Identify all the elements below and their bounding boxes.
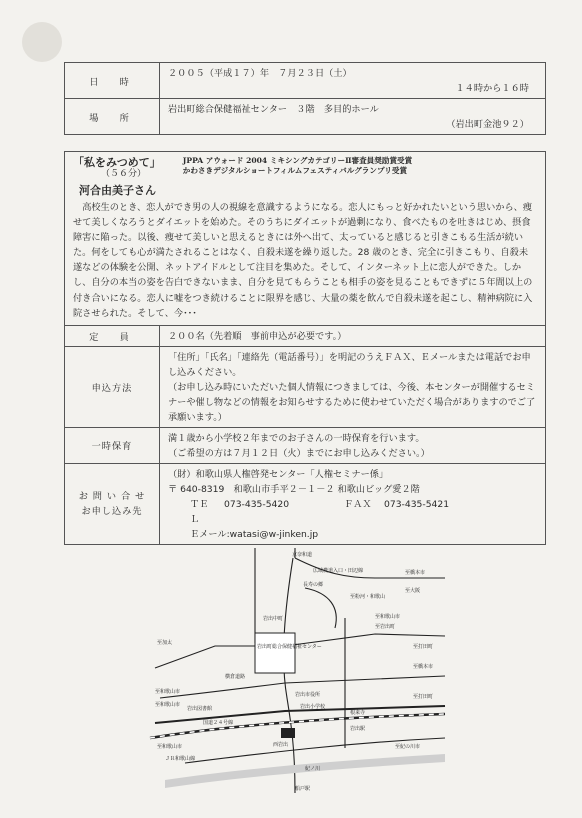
center-building [255, 633, 295, 673]
childcare-text: 満１歳から小学校２年までのお子さんの一時保育を行います。 [168, 432, 425, 444]
capacity-row [65, 325, 546, 346]
contact-row [65, 463, 546, 544]
fax-number: 073-435-5421 [384, 498, 450, 510]
contact-phone-line [168, 497, 539, 527]
capacity-label: 定 員 [65, 325, 160, 346]
faded-seal-mark [22, 22, 62, 62]
map-label-school: 岩出小学校 [300, 704, 326, 710]
map-label-road-yamamoto: 横倉道路 [225, 674, 246, 680]
map-label-park: 長寿の郷 [303, 582, 324, 588]
map-label-center: 岩出町総合保健福祉センター [257, 644, 322, 650]
map-label-bank: 岩出市役所 [295, 692, 321, 698]
date-row [65, 63, 546, 99]
speaker-name: 河合由美子さん [79, 184, 156, 197]
info-table [64, 62, 546, 545]
email-address[interactable]: watasi@w-jinken.jp [229, 528, 319, 540]
date-value [160, 63, 546, 99]
apply-label: 申込方法 [65, 346, 160, 427]
map-label-kawabe: 至紀の川市 [395, 744, 421, 750]
award-line-1: JPPA アウォード 2004 ミキシングカテゴリーⅡ審査員奨励賞受賞 [182, 156, 413, 165]
access-map [145, 548, 447, 793]
map-label-loop: 広域農道入口・田辺線 [313, 568, 364, 574]
childcare-deadline: （ご希望の方は７月１２日（火）までにお申し込みください。） [168, 447, 430, 459]
capacity-value: ２００名（先着順 事前申込が必要です。） [160, 325, 546, 346]
place-label: 場 所 [65, 99, 160, 135]
map-label-kishi: 至岩出町 [375, 624, 396, 630]
map-label-route24: 国道２４号線 [203, 720, 234, 726]
map-label-right-mid2: 至橋本市 [413, 664, 434, 670]
childcare-row [65, 427, 546, 463]
contact-label [65, 463, 160, 544]
map-label-shrine: 根来寺 [350, 710, 366, 716]
road-loop [305, 588, 336, 628]
map-label-koyasan: 至粉河・和歌山 [350, 594, 386, 600]
privacy-note: （お申し込み時にいただいた個人情報につきましては、今後、本センターが開催するセミナーや催し物などの情報をお知らせするために使わせていただく場合がありますのでご了承願います。） [168, 381, 536, 423]
station-marker [281, 728, 295, 738]
map-label-station: 岩出駅 [350, 726, 366, 732]
map-label-hashimoto: 至橋本市 [405, 570, 426, 576]
map-label-clinic: 岩出中町 [263, 616, 284, 622]
map-label-kishikawa: 至大阪 [405, 588, 421, 594]
apply-row [65, 346, 546, 427]
map-label-funato-road: 至和歌山市 [375, 614, 401, 620]
tel-number[interactable]: 073-435-5420 [224, 498, 290, 510]
map-label-left-mid2: 至和歌山市 [155, 702, 181, 708]
map-label-left-low: 至和歌山市 [157, 744, 183, 750]
map-label-river: 紀ノ川 [305, 766, 321, 772]
map-label-left-top: 至加太 [157, 640, 173, 646]
map-label-top: 京奈和道 [292, 552, 313, 558]
childcare-value [160, 427, 546, 463]
date-label: 日 時 [65, 63, 160, 99]
place-value [160, 99, 546, 135]
event-body-text: 高校生のとき、恋人ができ男の人の視線を意識するようになる。恋人にもっと好かれたいという思いから、痩せて美しくなろうとダイエットを始めた。そのうちにダイエットが過剰になり、食べたものを吐きはじめ、摂食障害に陥った。以後、痩せて美しいと思えるときには外へ出て、太っていると感じると引きこもる生活が続いた。何をしても心が満たされることはなく、自殺未遂を繰り返した。28 歳のとき、完全に引きこもり、自殺未遂などの体験を公開、ネットアイドルとして注目を集めた。そして、インターネット上に恋人ができた。しかし、自分の本当の姿を告白できないまま、自分を見てもらうことも相手の姿を見ることもできずに５年間以上の付き合いになる。恋人に嘘をつき続けることに限界を感じ、大量の薬を飲んで自殺未遂を起こし、精神病院に入院させられた。そして、今･･･ [73, 202, 533, 319]
map-railway [150, 714, 445, 738]
road-upper-horizontal [155, 634, 445, 668]
map-label-nishiiwade: 西岩出 [273, 742, 289, 748]
email-label: Ｅメール: [190, 528, 230, 540]
tel-label: ＴＥＬ [190, 498, 209, 525]
place-address: （岩出町金池９２） [446, 119, 529, 130]
date-line: ２００５（平成１７）年 ７月２３日（土） [168, 68, 352, 79]
map-label-left-mid1: 至和歌山市 [155, 689, 181, 695]
map-roads [155, 548, 445, 793]
fax-label: ＦＡＸ [344, 498, 372, 510]
film-title: 「私をみつめて」 [73, 156, 161, 169]
map-label-right-mid1: 至打田町 [413, 644, 434, 650]
contact-label-2: お申し込み先 [81, 505, 143, 517]
place-row [65, 99, 546, 135]
event-row [65, 152, 546, 326]
time-line: １４時から１６時 [455, 83, 529, 94]
contact-email-line [168, 527, 539, 542]
contact-address: 〒 640-8319 和歌山市手平２－１－２ 和歌山ビッグ愛２階 [168, 483, 420, 495]
map-label-shop: 岩出図書館 [187, 706, 213, 712]
contact-org: （財）和歌山県人権啓発センター「人権セミナー係」 [168, 468, 389, 480]
map-label-funato: 船戸駅 [295, 786, 311, 792]
place-line: 岩出町総合保健福祉センター ３階 多目的ホール [168, 104, 379, 115]
map-label-jr: ＪＲ和歌山線 [165, 756, 196, 762]
award-line-2: かわさきデジタルショートフィルムフェスティバルグランプリ受賞 [182, 166, 408, 175]
film-duration: （５６分） [101, 169, 147, 179]
map-label-right-low: 至打田町 [413, 694, 434, 700]
apply-text: 「住所」「氏名」「連絡先（電話番号）」を明記のうえＦＡＸ、Ｅメールまたは電話でお申し込みください。 [168, 351, 531, 378]
apply-value [160, 346, 546, 427]
event-description [65, 152, 546, 326]
contact-value [160, 463, 546, 544]
contact-label-1: お 問 い 合 せ [78, 490, 146, 502]
childcare-label: 一時保育 [65, 427, 160, 463]
